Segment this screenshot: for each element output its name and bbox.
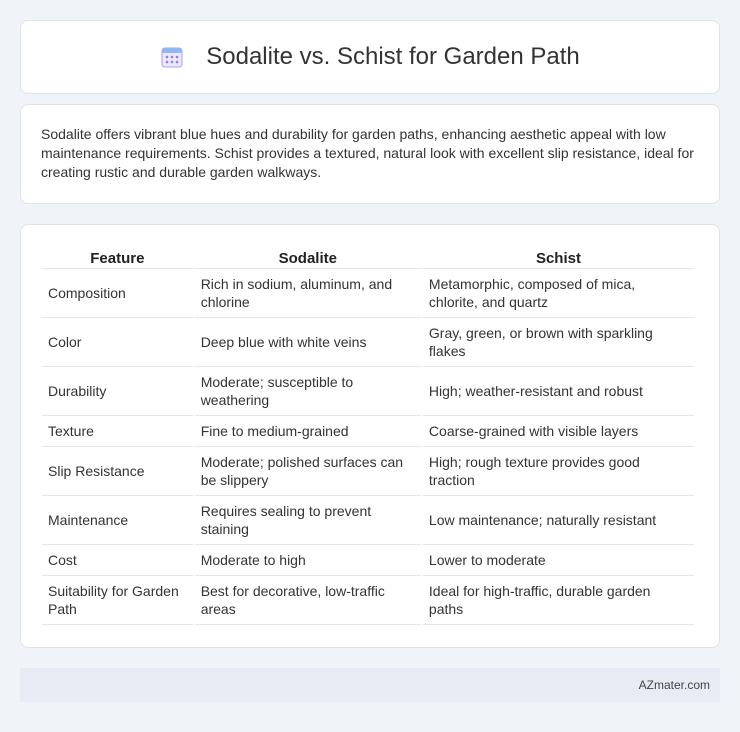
- calendar-icon: [160, 45, 184, 69]
- feature-cell: Cost: [42, 545, 193, 576]
- table-row: [42, 576, 694, 625]
- sodalite-cell: Moderate; susceptible to weathering: [195, 367, 421, 416]
- schist-cell: Lower to moderate: [423, 545, 694, 576]
- feature-cell: Maintenance: [42, 496, 193, 545]
- schist-cell: Low maintenance; naturally resistant: [423, 496, 694, 545]
- schist-cell: Metamorphic, composed of mica, chlorite, and quartz: [423, 269, 694, 318]
- page-title: Sodalite vs. Schist for Garden Path: [206, 43, 580, 70]
- header-sodalite: Sodalite: [195, 245, 421, 269]
- table-row: [42, 416, 694, 447]
- feature-cell: Color: [42, 318, 193, 367]
- feature-cell: Slip Resistance: [42, 447, 193, 496]
- table-row: [42, 496, 694, 545]
- table-row: [42, 545, 694, 576]
- schist-cell: Ideal for high-traffic, durable garden paths: [423, 576, 694, 625]
- sodalite-cell: Best for decorative, low-traffic areas: [195, 576, 421, 625]
- table-header-row: [42, 245, 694, 269]
- header-schist: Schist: [423, 245, 694, 269]
- comparison-table: [40, 245, 696, 625]
- table-row: [42, 447, 694, 496]
- schist-cell: High; rough texture provides good traction: [423, 447, 694, 496]
- sodalite-cell: Fine to medium-grained: [195, 416, 421, 447]
- sodalite-cell: Deep blue with white veins: [195, 318, 421, 367]
- schist-cell: High; weather-resistant and robust: [423, 367, 694, 416]
- table-row: [42, 367, 694, 416]
- title-card: [20, 20, 720, 94]
- sodalite-cell: Requires sealing to prevent staining: [195, 496, 421, 545]
- sodalite-cell: Moderate to high: [195, 545, 421, 576]
- sodalite-cell: Rich in sodium, aluminum, and chlorine: [195, 269, 421, 318]
- summary-card: [20, 104, 720, 204]
- comparison-table-card: [20, 224, 720, 648]
- table-row: [42, 318, 694, 367]
- footer-brand-link[interactable]: AZmater.com: [638, 678, 710, 692]
- schist-cell: Coarse-grained with visible layers: [423, 416, 694, 447]
- schist-cell: Gray, green, or brown with sparkling flakes: [423, 318, 694, 367]
- table-row: [42, 269, 694, 318]
- header-feature: Feature: [42, 245, 193, 269]
- feature-cell: Composition: [42, 269, 193, 318]
- feature-cell: Durability: [42, 367, 193, 416]
- sodalite-cell: Moderate; polished surfaces can be slippery: [195, 447, 421, 496]
- footer-bar: [20, 668, 720, 702]
- feature-cell: Texture: [42, 416, 193, 447]
- feature-cell: Suitability for Garden Path: [42, 576, 193, 625]
- summary-text: Sodalite offers vibrant blue hues and durability for garden paths, enhancing aesthetic appeal with low maintenance requirements. Schist provides a textured, natural look with excellent slip resistance, ideal for creating rustic and durable garden walkways.: [41, 126, 694, 180]
